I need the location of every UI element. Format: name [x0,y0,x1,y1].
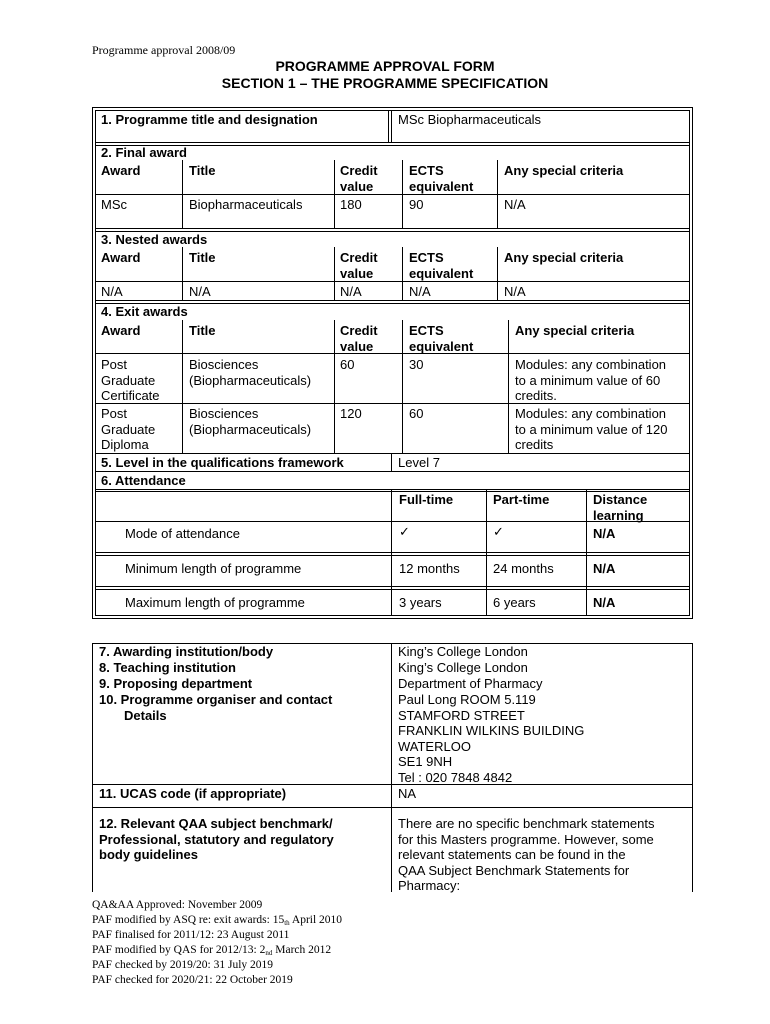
s10-label-cont: Details [124,708,167,723]
s5-value: Level 7 [398,455,440,470]
s3-ects: N/A [409,284,431,299]
check-icon: ✓ [493,524,504,539]
s4-r2-ects: 60 [409,406,424,421]
s4-r2-title: Biosciences (Biopharmaceuticals) [189,406,312,437]
s3-h-title: Title [189,250,216,265]
s11-label: 11. UCAS code (if appropriate) [99,786,287,801]
s2-special: N/A [504,197,526,212]
s4-r2-award: Post Graduate Diploma [101,406,156,452]
s3-label: 3. Nested awards [101,232,208,247]
s6-r3-label: Maximum length of programme [125,595,305,610]
s3-credit: N/A [340,284,362,299]
s9-value: Department of Pharmacy [398,676,543,691]
s4-r1-award: Post Graduate Certificate [101,357,160,403]
s3-h-special: Any special criteria [504,250,624,265]
s6-r2-label: Minimum length of programme [125,561,302,576]
s6-h-distance: Distance learning [593,492,648,523]
s8-value: King’s College London [398,660,528,675]
s12-value: There are no specific benchmark statements for this Masters programme. However, some relevant statements can be found in the QAA Subject Benchmark Statements for Pharmacy: [398,816,655,893]
s6-h-part: Part-time [493,492,550,507]
page-title: PROGRAMME APPROVAL FORM [275,58,495,74]
s4-r2-credit: 120 [340,406,362,421]
s6-r3-dist: N/A [593,595,616,610]
s6-label: 6. Attendance [101,473,186,488]
s10-value: Paul Long ROOM 5.119 STAMFORD STREET FRANKLIN WILKINS BUILDING WATERLOO SE1 9NH Tel : 020 7848 4842 [398,692,585,785]
s7-label: 7. Awarding institution/body [99,644,274,659]
s4-h-award: Award [101,323,141,338]
s4-r1-ects: 30 [409,357,424,372]
running-header: Programme approval 2008/09 [92,43,236,57]
s2-h-credit: Credit value [340,163,378,194]
s5-label: 5. Level in the qualifications framework [101,455,344,470]
s2-h-title: Title [189,163,216,178]
s1-label: 1. Programme title and designation [101,112,318,127]
s9-label: 9. Proposing department [99,676,253,691]
check-icon: ✓ [399,524,410,539]
s3-h-award: Award [101,250,141,265]
s4-r1-special: Modules: any combination to a minimum value of 60 credits. [515,357,667,403]
s2-label: 2. Final award [101,145,187,160]
s2-h-award: Award [101,163,141,178]
s6-r2-full: 12 months [399,561,460,576]
s3-title: N/A [189,284,211,299]
s4-h-title: Title [189,323,216,338]
s2-credit: 180 [340,197,362,212]
s3-h-ects: ECTS equivalent [409,250,474,281]
s4-h-credit: Credit value [340,323,378,354]
s6-r3-full: 3 years [399,595,442,610]
s2-h-ects: ECTS equivalent [409,163,474,194]
s2-title: Biopharmaceuticals [189,197,303,212]
s3-special: N/A [504,284,526,299]
s7-value: King’s College London [398,644,528,659]
s6-r2-dist: N/A [593,561,616,576]
s6-r3-part: 6 years [493,595,536,610]
s1-value: MSc Biopharmaceuticals [398,112,542,127]
s3-h-credit: Credit value [340,250,378,281]
s4-h-special: Any special criteria [515,323,635,338]
s2-h-special: Any special criteria [504,163,624,178]
s6-r2-part: 24 months [493,561,554,576]
s6-r1-dist: N/A [593,526,616,541]
s4-r1-credit: 60 [340,357,355,372]
s2-ects: 90 [409,197,424,212]
s12-label: 12. Relevant QAA subject benchmark/ Professional, statutory and regulatory body guidelines [99,816,334,862]
footer-notes: QA&AA Approved: November 2009 PAF modified by ASQ re: exit awards: 15th April 2010 PAF finalised for 2011/12: 23 August 2011 PAF modified by QAS for 2012/13: 2nd March 2012 PAF checked by 2019/20: 31 July 2019 PAF checked for 2020/21: 22 October 2019 [92,899,343,986]
s6-h-full: Full-time [399,492,454,507]
s11-value: NA [398,786,417,801]
page-subtitle: SECTION 1 – THE PROGRAMME SPECIFICATION [221,75,549,91]
s3-award: N/A [101,284,123,299]
s10-label: 10. Programme organiser and contact [99,692,333,707]
s4-h-ects: ECTS equivalent [409,323,474,354]
s8-label: 8. Teaching institution [99,660,236,675]
s6-r1-label: Mode of attendance [125,526,240,541]
s2-award: MSc [101,197,127,212]
s4-label: 4. Exit awards [101,304,188,319]
s4-r2-special: Modules: any combination to a minimum value of 120 credits [515,406,668,452]
s4-r1-title: Biosciences (Biopharmaceuticals) [189,357,312,388]
